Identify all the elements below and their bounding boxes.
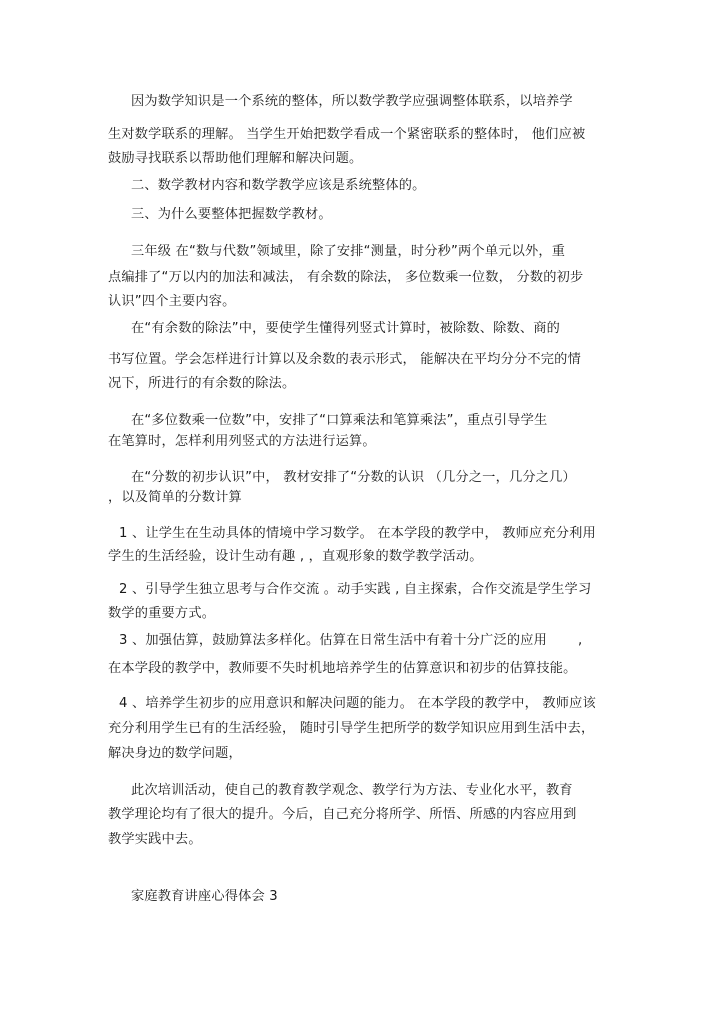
text-line: 此次培训活动，使自己的教育教学观念、教学行为方法、专业化水平，教育 (131, 783, 573, 798)
text-line: 二、数学教材内容和数学教学应该是系统整体的。 (131, 178, 426, 193)
text-line: 三年级 在“数与代数”领域里，除了安排“测量，时分秒”两个单元以外，重 (131, 244, 566, 259)
text-line: 生对数学联系的理解。 当学生开始把数学看成一个紧密联系的整体时， 他们应被 (108, 127, 586, 142)
text-line: 认识”四个主要内容。 (108, 294, 236, 309)
text-line: 在“多位数乘一位数”中，安排了“口算乘法和笔算乘法”，重点引导学生 (131, 413, 548, 428)
text-line: 点编排了“万以内的加法和减法， 有余数的除法， 多位数乘一位数， 分数的初步 (108, 270, 584, 285)
text-line: 况下，所进行的有余数的除法。 (108, 376, 296, 391)
text-line: 在笔算时，怎样利用列竖式的方法进行运算。 (108, 434, 376, 449)
text-line: , (578, 633, 583, 648)
section-heading: 家庭教育讲座心得体会 3 (131, 889, 278, 904)
text-line: 教学理论均有了很大的提升。今后，自己充分将所学、所悟、所感的内容应用到 (108, 807, 577, 822)
text-line: 数学的重要方式。 (108, 606, 216, 621)
text-line: 1 、让学生在生动具体的情境中学习数学。 在本学段的教学中， 教师应充分利用 (119, 526, 596, 541)
text-line: 解决身边的数学问题， (108, 746, 242, 761)
text-line: 充分利用学生已有的生活经验， 随时引导学生把所学的数学知识应用到生活中去， (108, 721, 595, 736)
text-line: 2 、引导学生独立思考与合作交流 。动手实践 , 自主探索，合作交流是学生学习 (119, 582, 592, 597)
text-line: 书写位置。学会怎样进行计算以及余数的表示形式， 能解决在平均分分不完的情 (108, 352, 581, 367)
text-line: 因为数学知识是一个系统的整体，所以数学教学应强调整体联系，以培养学 (131, 94, 573, 109)
text-line: 在本学段的教学中，教师要不失时机地培养学生的估算意识和初步的估算技能。 (108, 661, 577, 676)
text-line: 在“有余数的除法”中，要使学生懂得列竖式计算时，被除数、除数、商的 (131, 321, 561, 336)
text-line: ，以及简单的分数计算 (108, 490, 242, 505)
text-line: 4 、培养学生初步的应用意识和解决问题的能力。 在本学段的教学中， 教师应该 (119, 696, 596, 711)
text-line: 3 、加强估算，鼓励算法多样化。估算在日常生活中有着十分广泛的应用 (119, 633, 547, 648)
text-line: 教学实践中去。 (108, 832, 202, 847)
text-line: 鼓励寻找联系以帮助他们理解和解决问题。 (108, 151, 363, 166)
text-line: 三、为什么要整体把握数学教材。 (131, 207, 332, 222)
text-line: 学生的生活经验，设计生动有趣 , ，直观形象的数学教学活动。 (108, 549, 483, 564)
text-line: 在“分数的初步认识”中， 教材安排了“分数的认识 （几分之一，几分之几） (131, 470, 576, 485)
